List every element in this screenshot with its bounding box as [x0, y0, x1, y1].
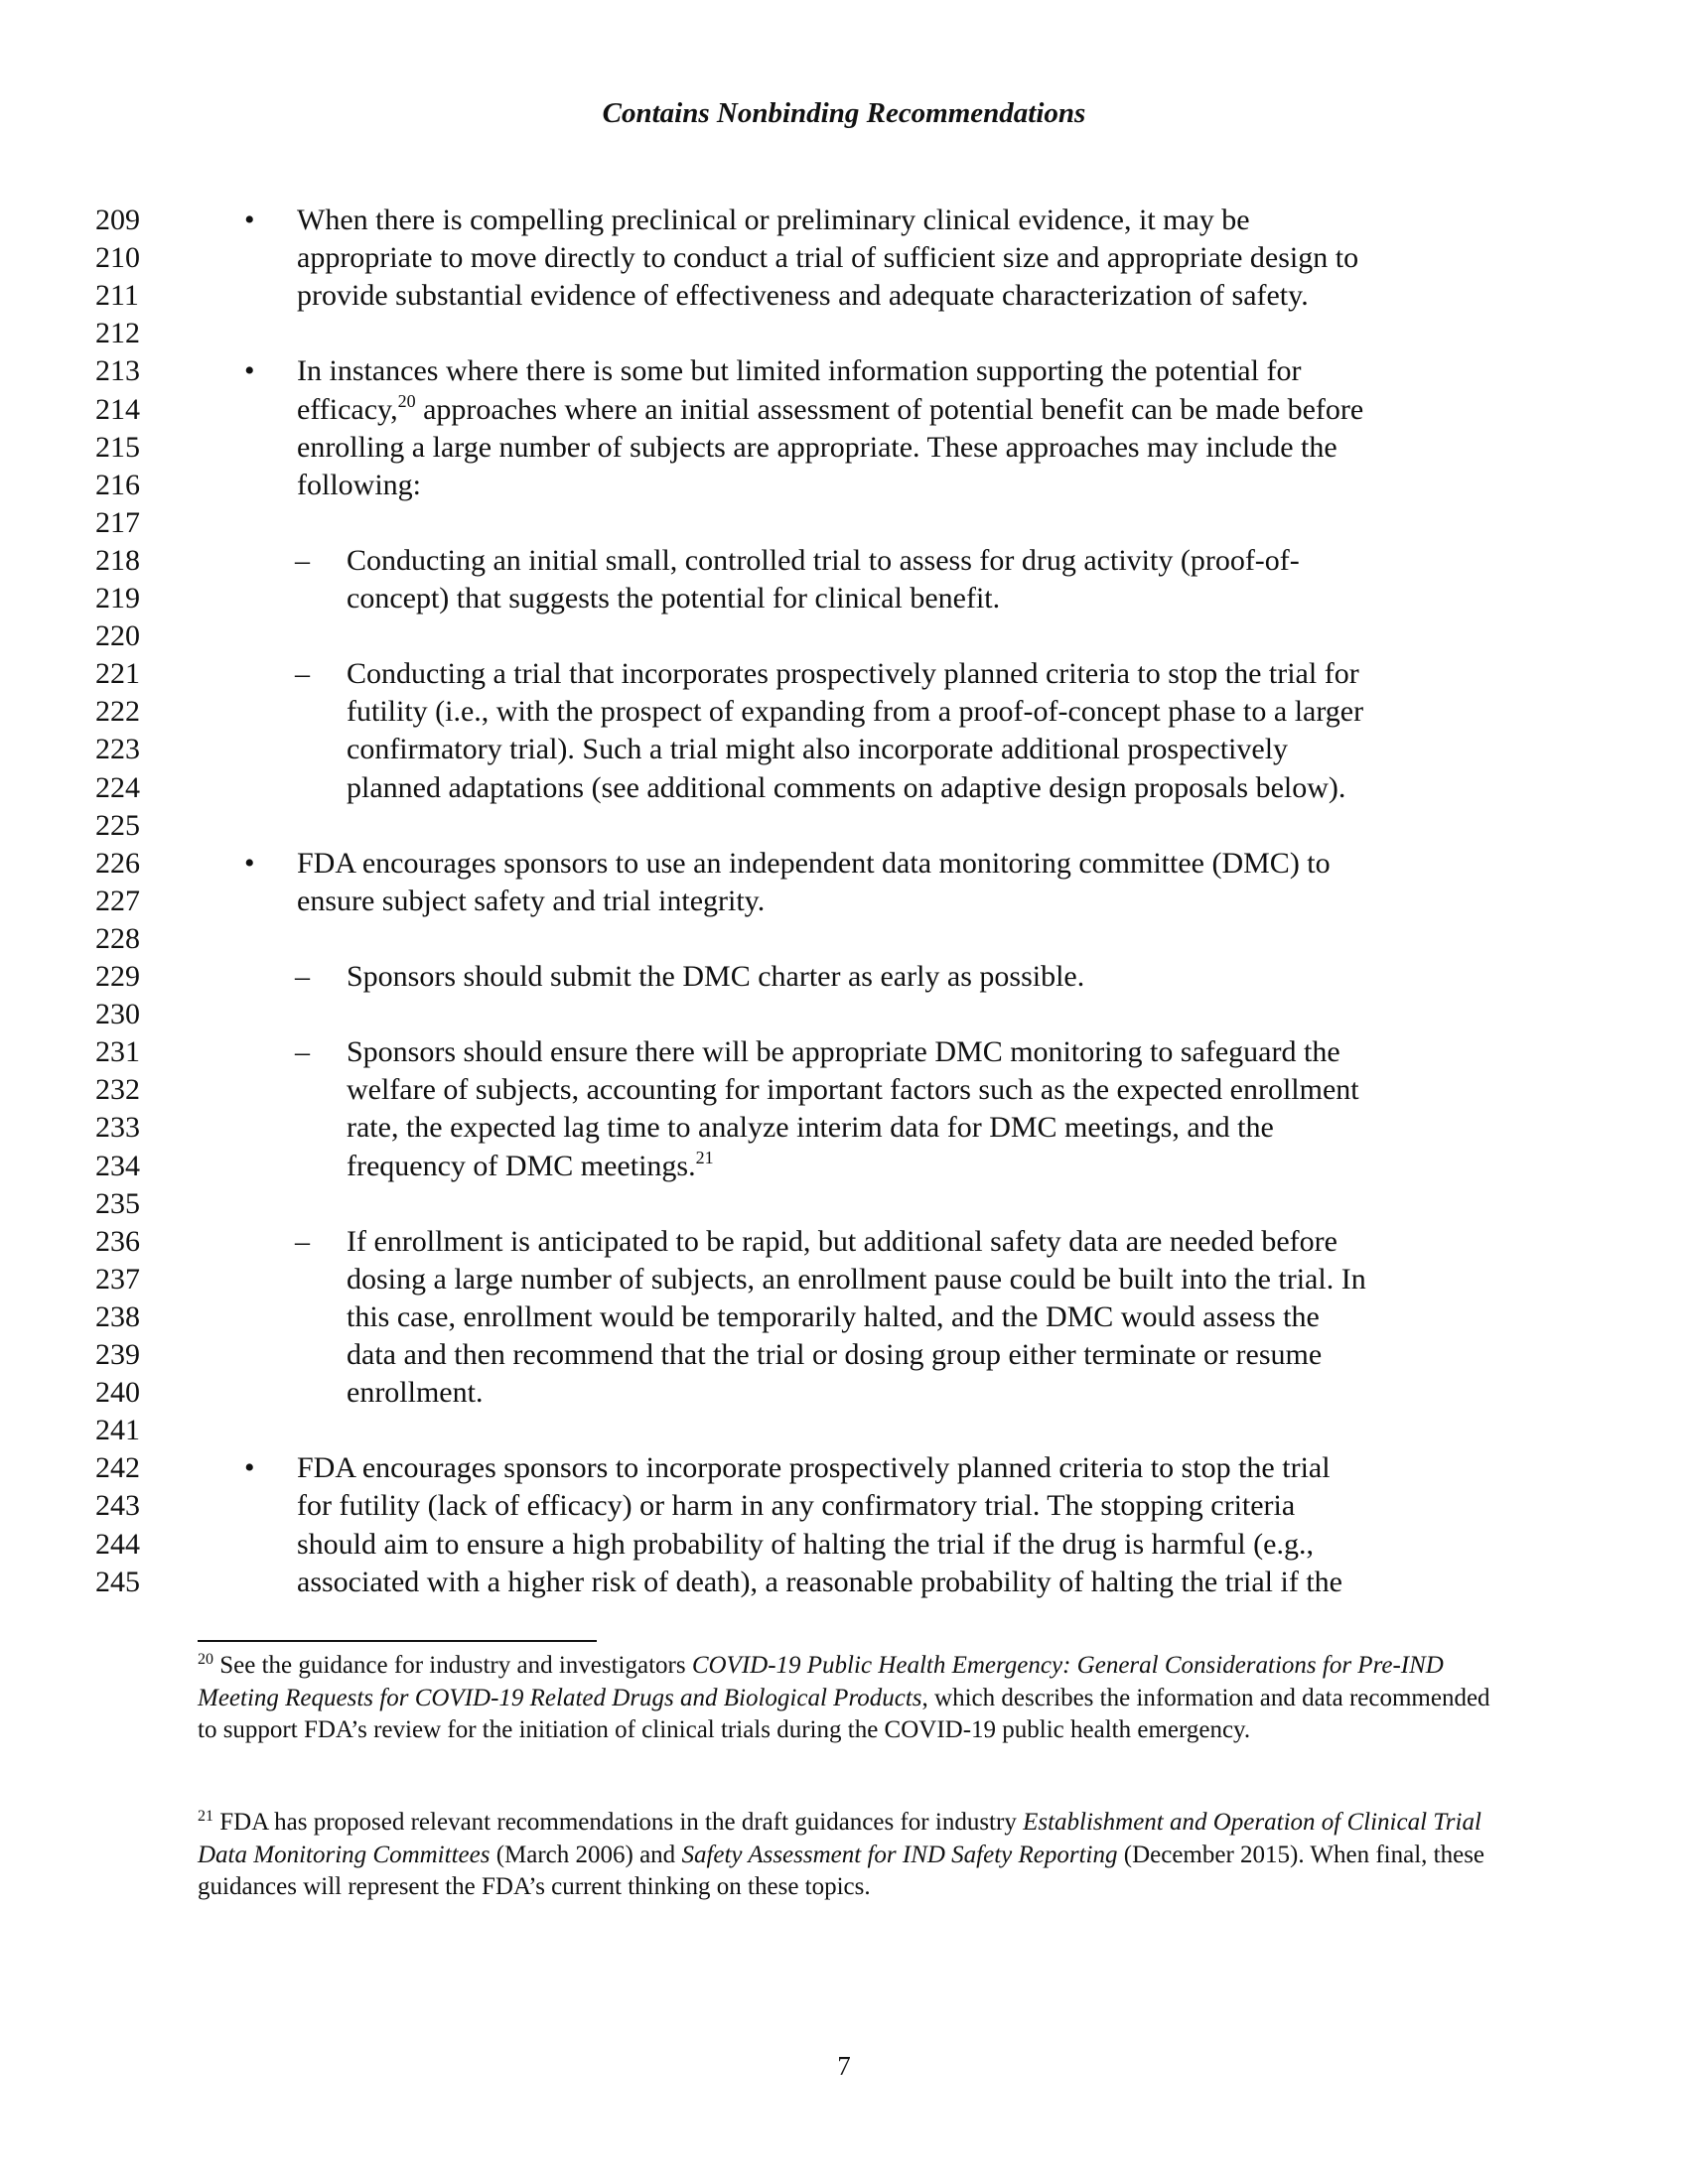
text-line — [0, 542, 1688, 580]
line-number: 220 — [95, 619, 140, 653]
line-number: 212 — [95, 317, 140, 350]
line-number: 211 — [95, 279, 139, 313]
line-text: futility (i.e., with the prospect of expanding from a proof-of-concept phase to a larger — [347, 695, 1364, 729]
text-line — [0, 655, 1688, 693]
line-number: 233 — [95, 1111, 140, 1145]
line-text: enrollment. — [347, 1376, 484, 1410]
text-line — [0, 996, 1688, 1033]
line-text: FDA encourages sponsors to incorporate prospectively planned criteria to stop the trial — [297, 1451, 1331, 1485]
text-line — [0, 239, 1688, 277]
dash-icon: – — [295, 1224, 310, 1258]
line-number: 243 — [95, 1489, 140, 1523]
line-text: Conducting a trial that incorporates prospectively planned criteria to stop the trial for — [347, 657, 1359, 691]
line-number: 215 — [95, 430, 140, 464]
line-text: frequency of DMC meetings.$^{21}$ — [347, 1147, 714, 1182]
text-line — [0, 1412, 1688, 1449]
line-number: 240 — [95, 1376, 140, 1410]
text-line — [0, 1336, 1688, 1374]
line-number: 228 — [95, 921, 140, 955]
text-line — [0, 920, 1688, 958]
text-line — [0, 504, 1688, 542]
text-line — [0, 1148, 1688, 1185]
line-text: should aim to ensure a high probability of halting the trial if the drug is harmful (e.g., — [297, 1527, 1314, 1561]
text-line — [0, 352, 1688, 390]
text-line — [0, 315, 1688, 352]
text-line — [0, 391, 1688, 429]
line-number: 242 — [95, 1451, 140, 1485]
line-text: Sponsors should submit the DMC charter as early as possible. — [347, 960, 1085, 993]
text-line — [0, 883, 1688, 920]
text-line — [0, 807, 1688, 845]
page-header: Contains Nonbinding Recommendations — [602, 97, 1086, 129]
line-number: 210 — [95, 241, 140, 275]
line-text: appropriate to move directly to conduct a trial of sufficient size and appropriate design to — [297, 241, 1359, 275]
bullet-icon: • — [244, 354, 255, 388]
footnote-20: $^{20}$ See the guidance for industry and investigators COVID-19 Public Health Emergency: General Considerations for Pre-IND Meeting Requests for COVID-19 Related Drugs and Biological Products, which describes the information and data recommended to support FDA’s review for the initiation of clinical trials during the COVID-19 public health emergency. — [198, 1651, 1490, 1743]
line-number: 237 — [95, 1262, 140, 1296]
text-line — [0, 1526, 1688, 1564]
line-text: Sponsors should ensure there will be appropriate DMC monitoring to safeguard the — [347, 1035, 1340, 1069]
line-text: for futility (lack of efficacy) or harm in any confirmatory trial. The stopping criteria — [297, 1489, 1296, 1523]
line-number: 214 — [95, 392, 140, 426]
text-line — [0, 277, 1688, 315]
text-line — [0, 1033, 1688, 1071]
line-number: 217 — [95, 505, 140, 539]
line-number: 231 — [95, 1035, 140, 1069]
line-text: ensure subject safety and trial integrity. — [297, 884, 766, 917]
dash-icon: – — [295, 543, 310, 577]
bullet-icon: • — [244, 204, 255, 236]
footnote-number: 20 — [198, 1651, 213, 1668]
line-number: 245 — [95, 1565, 140, 1598]
line-text: welfare of subjects, accounting for important factors such as the expected enrollment — [347, 1073, 1359, 1107]
text-line — [0, 429, 1688, 467]
line-number: 236 — [95, 1224, 140, 1258]
bullet-icon: • — [244, 846, 255, 880]
line-number: 218 — [95, 543, 140, 577]
text-line — [0, 1449, 1688, 1487]
line-number: 213 — [95, 354, 140, 388]
text-line — [0, 1374, 1688, 1412]
line-text: If enrollment is anticipated to be rapid, but additional safety data are needed before — [347, 1224, 1337, 1258]
line-number: 238 — [95, 1299, 140, 1333]
line-text: FDA encourages sponsors to use an independent data monitoring committee (DMC) to — [297, 846, 1331, 880]
text-line — [0, 467, 1688, 504]
line-number: 234 — [95, 1149, 140, 1182]
text-line — [0, 1185, 1688, 1223]
line-number: 241 — [95, 1414, 140, 1447]
text-line — [0, 1109, 1688, 1147]
line-text: confirmatory trial). Such a trial might also incorporate additional prospectively — [347, 733, 1289, 766]
line-number: 244 — [95, 1527, 140, 1561]
text-line — [0, 1298, 1688, 1336]
text-line — [0, 769, 1688, 807]
footnote-separator — [198, 1640, 597, 1642]
line-number: 232 — [95, 1073, 140, 1107]
text-line — [0, 1564, 1688, 1601]
dash-icon: – — [295, 657, 310, 691]
text-line — [0, 693, 1688, 731]
line-text: efficacy,$^{20}$ approaches where an initial assessment of potential benefit can be made before — [297, 390, 1364, 426]
text-line — [0, 617, 1688, 655]
footnote-reference: 20 — [397, 390, 416, 411]
line-number: 222 — [95, 695, 140, 729]
line-text: data and then recommend that the trial or dosing group either terminate or resume — [347, 1338, 1323, 1371]
footnote-reference: 21 — [695, 1147, 714, 1167]
page-number: 7 — [837, 2051, 851, 2081]
footnote-21: $^{21}$ FDA has proposed relevant recommendations in the draft guidances for industry Establishment and Operation of Clinical Trial Data Monitoring Committees (March 2006) and Safety Assessment for IND Safety Reporting (December 2015). When final, these guidances will represent the FDA’s current thinking on these topics. — [198, 1808, 1485, 1900]
line-text: enrolling a large number of subjects are appropriate. These approaches may include the — [297, 430, 1337, 464]
line-text: provide substantial evidence of effectiveness and adequate characterization of safety. — [297, 279, 1309, 313]
line-number: 225 — [95, 808, 140, 842]
line-text: Conducting an initial small, controlled trial to assess for drug activity (proof-of- — [347, 543, 1300, 577]
line-text: this case, enrollment would be temporarily halted, and the DMC would assess the — [347, 1299, 1320, 1333]
text-line — [0, 1071, 1688, 1109]
line-text: following: — [297, 468, 421, 501]
line-number: 229 — [95, 960, 140, 993]
line-number: 226 — [95, 846, 140, 880]
text-line — [0, 1261, 1688, 1298]
line-text: In instances where there is some but limited information supporting the potential for — [297, 354, 1302, 388]
text-line — [0, 202, 1688, 239]
text-line — [0, 580, 1688, 617]
line-number: 239 — [95, 1338, 140, 1371]
line-number: 235 — [95, 1186, 140, 1220]
dash-icon: – — [295, 960, 310, 993]
line-text: dosing a large number of subjects, an enrollment pause could be built into the trial. In — [347, 1262, 1366, 1296]
dash-icon: – — [295, 1035, 310, 1069]
line-text: concept) that suggests the potential for clinical benefit. — [347, 582, 1001, 614]
text-line — [0, 1487, 1688, 1525]
text-line — [0, 1223, 1688, 1261]
line-number: 221 — [95, 657, 140, 691]
line-text: associated with a higher risk of death), a reasonable probability of halting the trial if the — [297, 1565, 1342, 1598]
line-number: 227 — [95, 884, 140, 917]
text-line — [0, 845, 1688, 883]
bullet-icon: • — [244, 1451, 255, 1485]
line-text: When there is compelling preclinical or preliminary clinical evidence, it may be — [297, 204, 1250, 236]
line-number: 223 — [95, 733, 140, 766]
line-number: 216 — [95, 468, 140, 501]
line-number: 209 — [95, 204, 140, 236]
footnote-number: 21 — [198, 1808, 213, 1825]
line-number: 230 — [95, 998, 140, 1031]
line-text: planned adaptations (see additional comments on adaptive design proposals below). — [347, 770, 1346, 804]
line-text: rate, the expected lag time to analyze interim data for DMC meetings, and the — [347, 1111, 1274, 1145]
line-number: 219 — [95, 582, 140, 614]
line-number: 224 — [95, 770, 140, 804]
text-line — [0, 958, 1688, 996]
text-line — [0, 731, 1688, 768]
